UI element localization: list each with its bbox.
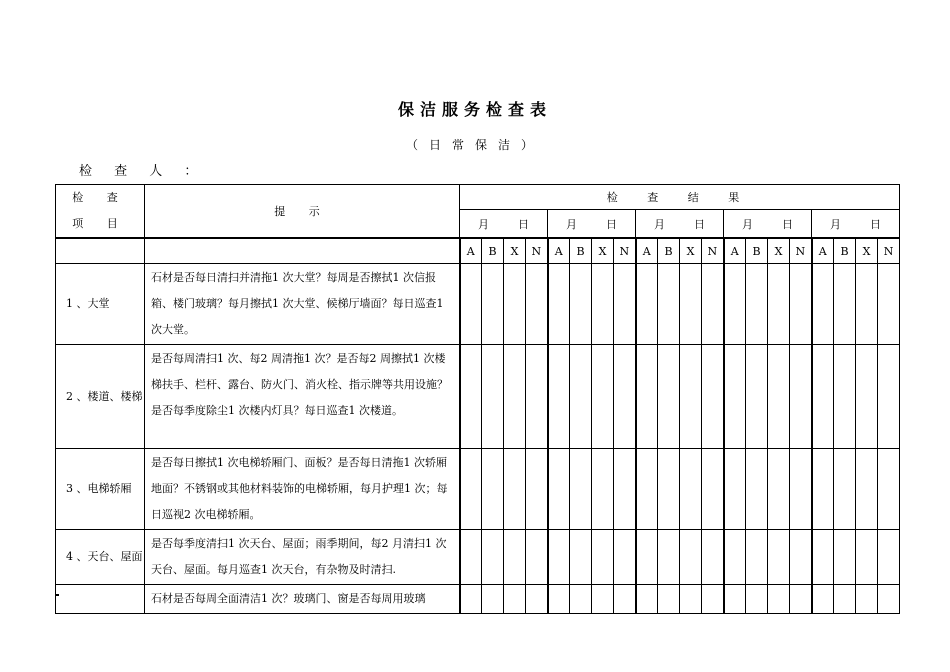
result-cell[interactable] bbox=[592, 264, 614, 345]
result-cell[interactable] bbox=[658, 530, 680, 585]
result-cell[interactable] bbox=[812, 264, 834, 345]
result-cell[interactable] bbox=[504, 264, 526, 345]
row-hint: 石材是否每日清扫并清拖1 次大堂？每周是否擦拭1 次信报箱、楼门玻璃？每月擦拭1 次大堂、候梯厅墙面？每日巡查1 次大堂。 bbox=[145, 264, 460, 345]
result-cell[interactable] bbox=[482, 345, 504, 449]
month-label: 月 bbox=[830, 217, 841, 231]
result-cell[interactable] bbox=[724, 345, 746, 449]
page-rule bbox=[55, 594, 59, 596]
result-cell[interactable] bbox=[746, 345, 768, 449]
result-cell[interactable] bbox=[460, 530, 482, 585]
result-cell[interactable] bbox=[460, 449, 482, 530]
result-cell[interactable] bbox=[570, 345, 592, 449]
result-cell[interactable] bbox=[482, 530, 504, 585]
result-cell[interactable] bbox=[636, 264, 658, 345]
inspection-table bbox=[55, 184, 900, 614]
row-hint: 是否每日擦拭1 次电梯轿厢门、面板？是否每日清拖1 次轿厢地面？不锈钢或其他材料装饰的电梯轿厢，每月护理1 次；每日巡视2 次电梯轿厢。 bbox=[145, 449, 460, 530]
day-label: 日 bbox=[694, 217, 705, 231]
result-cell[interactable] bbox=[460, 345, 482, 449]
grade-letter: N bbox=[790, 238, 812, 264]
result-cell[interactable] bbox=[526, 530, 548, 585]
result-cell[interactable] bbox=[702, 449, 724, 530]
header-hint: 提 示 bbox=[145, 185, 460, 239]
day-label: 日 bbox=[782, 217, 793, 231]
result-cell[interactable] bbox=[856, 264, 878, 345]
result-cell[interactable] bbox=[878, 345, 900, 449]
result-cell[interactable] bbox=[834, 449, 856, 530]
result-cell[interactable] bbox=[614, 264, 636, 345]
grade-letter: X bbox=[504, 238, 526, 264]
result-cell[interactable] bbox=[768, 449, 790, 530]
grade-letter: A bbox=[460, 238, 482, 264]
result-cell[interactable] bbox=[592, 530, 614, 585]
result-cell[interactable] bbox=[592, 345, 614, 449]
result-cell[interactable] bbox=[548, 345, 570, 449]
result-cell[interactable] bbox=[856, 449, 878, 530]
grade-letter: B bbox=[482, 238, 504, 264]
result-cell[interactable] bbox=[548, 449, 570, 530]
result-cell[interactable] bbox=[570, 264, 592, 345]
result-cell[interactable] bbox=[658, 345, 680, 449]
result-cell[interactable] bbox=[768, 585, 790, 614]
month-label: 月 bbox=[566, 217, 577, 231]
result-cell[interactable] bbox=[504, 585, 526, 614]
result-cell[interactable] bbox=[746, 264, 768, 345]
result-cell[interactable] bbox=[526, 345, 548, 449]
header-item: 检 查 项 目 bbox=[56, 185, 145, 239]
result-cell[interactable] bbox=[504, 530, 526, 585]
result-cell[interactable] bbox=[658, 585, 680, 614]
result-cell[interactable] bbox=[636, 585, 658, 614]
result-cell[interactable] bbox=[746, 530, 768, 585]
result-cell[interactable] bbox=[548, 585, 570, 614]
result-cell[interactable] bbox=[504, 449, 526, 530]
result-cell[interactable] bbox=[680, 449, 702, 530]
table-row bbox=[56, 530, 900, 585]
result-cell[interactable] bbox=[834, 264, 856, 345]
result-cell[interactable] bbox=[570, 449, 592, 530]
day-label: 日 bbox=[870, 217, 881, 231]
grade-letter: N bbox=[614, 238, 636, 264]
result-cell[interactable] bbox=[614, 345, 636, 449]
result-cell[interactable] bbox=[724, 449, 746, 530]
result-cell[interactable] bbox=[790, 530, 812, 585]
table-row bbox=[56, 345, 900, 449]
result-cell[interactable] bbox=[636, 530, 658, 585]
result-cell[interactable] bbox=[834, 585, 856, 614]
result-cell[interactable] bbox=[636, 345, 658, 449]
result-cell[interactable] bbox=[526, 449, 548, 530]
header-result: 检 查 结 果 bbox=[460, 185, 900, 210]
result-cell[interactable] bbox=[482, 264, 504, 345]
result-cell[interactable] bbox=[834, 345, 856, 449]
result-cell[interactable] bbox=[614, 449, 636, 530]
row-item: 4 、天台、屋面 bbox=[56, 530, 145, 585]
result-cell[interactable] bbox=[482, 449, 504, 530]
result-cell[interactable] bbox=[526, 585, 548, 614]
result-cell[interactable] bbox=[834, 530, 856, 585]
result-cell[interactable] bbox=[548, 264, 570, 345]
result-cell[interactable] bbox=[680, 345, 702, 449]
month-label: 月 bbox=[478, 217, 489, 231]
date-group bbox=[636, 210, 724, 238]
result-cell[interactable] bbox=[724, 264, 746, 345]
result-cell[interactable] bbox=[702, 530, 724, 585]
result-cell[interactable] bbox=[790, 585, 812, 614]
grade-letter: B bbox=[746, 238, 768, 264]
page-subtitle: （日常保洁） bbox=[405, 138, 544, 152]
result-cell[interactable] bbox=[504, 345, 526, 449]
grade-letter: X bbox=[592, 238, 614, 264]
grade-letter: A bbox=[724, 238, 746, 264]
result-cell[interactable] bbox=[592, 449, 614, 530]
result-cell[interactable] bbox=[856, 530, 878, 585]
grade-letter: X bbox=[768, 238, 790, 264]
result-cell[interactable] bbox=[812, 585, 834, 614]
day-label: 日 bbox=[518, 217, 529, 231]
result-cell[interactable] bbox=[636, 449, 658, 530]
result-cell[interactable] bbox=[614, 530, 636, 585]
month-label: 月 bbox=[742, 217, 753, 231]
result-cell[interactable] bbox=[790, 345, 812, 449]
result-cell[interactable] bbox=[790, 449, 812, 530]
result-cell[interactable] bbox=[724, 585, 746, 614]
result-cell[interactable] bbox=[790, 264, 812, 345]
result-cell[interactable] bbox=[746, 449, 768, 530]
result-cell[interactable] bbox=[526, 264, 548, 345]
grade-letter: A bbox=[812, 238, 834, 264]
result-cell[interactable] bbox=[768, 530, 790, 585]
result-cell[interactable] bbox=[702, 585, 724, 614]
result-cell[interactable] bbox=[812, 345, 834, 449]
result-cell[interactable] bbox=[878, 530, 900, 585]
month-label: 月 bbox=[654, 217, 665, 231]
grade-letter: N bbox=[878, 238, 900, 264]
result-cell[interactable] bbox=[702, 264, 724, 345]
result-cell[interactable] bbox=[812, 449, 834, 530]
row-item: 1 、大堂 bbox=[56, 264, 145, 345]
grade-letter: B bbox=[570, 238, 592, 264]
result-cell[interactable] bbox=[768, 264, 790, 345]
table-row bbox=[56, 449, 900, 530]
result-cell[interactable] bbox=[680, 264, 702, 345]
result-cell[interactable] bbox=[878, 449, 900, 530]
result-cell[interactable] bbox=[768, 345, 790, 449]
grade-letter: N bbox=[526, 238, 548, 264]
result-cell[interactable] bbox=[812, 530, 834, 585]
grade-letter: X bbox=[856, 238, 878, 264]
result-cell[interactable] bbox=[460, 585, 482, 614]
grade-letter: A bbox=[548, 238, 570, 264]
result-cell[interactable] bbox=[592, 585, 614, 614]
inspector-label: 检 查 人 ： bbox=[79, 164, 207, 179]
result-cell[interactable] bbox=[570, 585, 592, 614]
result-cell[interactable] bbox=[878, 264, 900, 345]
table-row bbox=[56, 264, 900, 345]
grade-letter: X bbox=[680, 238, 702, 264]
result-cell[interactable] bbox=[460, 264, 482, 345]
blank-cell bbox=[145, 238, 460, 264]
grade-letter: A bbox=[636, 238, 658, 264]
result-cell[interactable] bbox=[658, 264, 680, 345]
date-group bbox=[812, 210, 900, 238]
row-hint: 是否每季度清扫1 次天台、屋面；雨季期间，每2 月清扫1 次天台、屋面。每月巡查1 次天台，有杂物及时清扫. bbox=[145, 530, 460, 585]
row-item: 3 、电梯轿厢 bbox=[56, 449, 145, 530]
grade-letter: B bbox=[658, 238, 680, 264]
result-cell[interactable] bbox=[702, 345, 724, 449]
result-cell[interactable] bbox=[548, 530, 570, 585]
result-cell[interactable] bbox=[856, 345, 878, 449]
result-cell[interactable] bbox=[614, 585, 636, 614]
result-cell[interactable] bbox=[724, 530, 746, 585]
date-group bbox=[724, 210, 812, 238]
row-item bbox=[56, 585, 145, 614]
row-item: 2 、楼道、楼梯 bbox=[56, 345, 145, 449]
result-cell[interactable] bbox=[680, 585, 702, 614]
blank-cell bbox=[56, 238, 145, 264]
result-cell[interactable] bbox=[856, 585, 878, 614]
page-title: 保洁服务检查表 bbox=[397, 100, 552, 119]
row-hint: 石材是否每周全面清洁1 次？玻璃门、窗是否每周用玻璃 bbox=[145, 585, 460, 614]
date-group bbox=[548, 210, 636, 238]
result-cell[interactable] bbox=[746, 585, 768, 614]
grade-letter: N bbox=[702, 238, 724, 264]
result-cell[interactable] bbox=[482, 585, 504, 614]
result-cell[interactable] bbox=[570, 530, 592, 585]
table-row bbox=[56, 585, 900, 614]
row-hint: 是否每周清扫1 次、每2 周清拖1 次？是否每2 周擦拭1 次楼梯扶手、栏杆、露台、防火门、消火栓、指示牌等共用设施？是否每季度除尘1 次楼内灯具？每日巡查1 次楼道。 bbox=[145, 345, 460, 449]
day-label: 日 bbox=[606, 217, 617, 231]
result-cell[interactable] bbox=[658, 449, 680, 530]
result-cell[interactable] bbox=[680, 530, 702, 585]
date-group bbox=[460, 210, 548, 238]
result-cell[interactable] bbox=[878, 585, 900, 614]
grade-letter: B bbox=[834, 238, 856, 264]
